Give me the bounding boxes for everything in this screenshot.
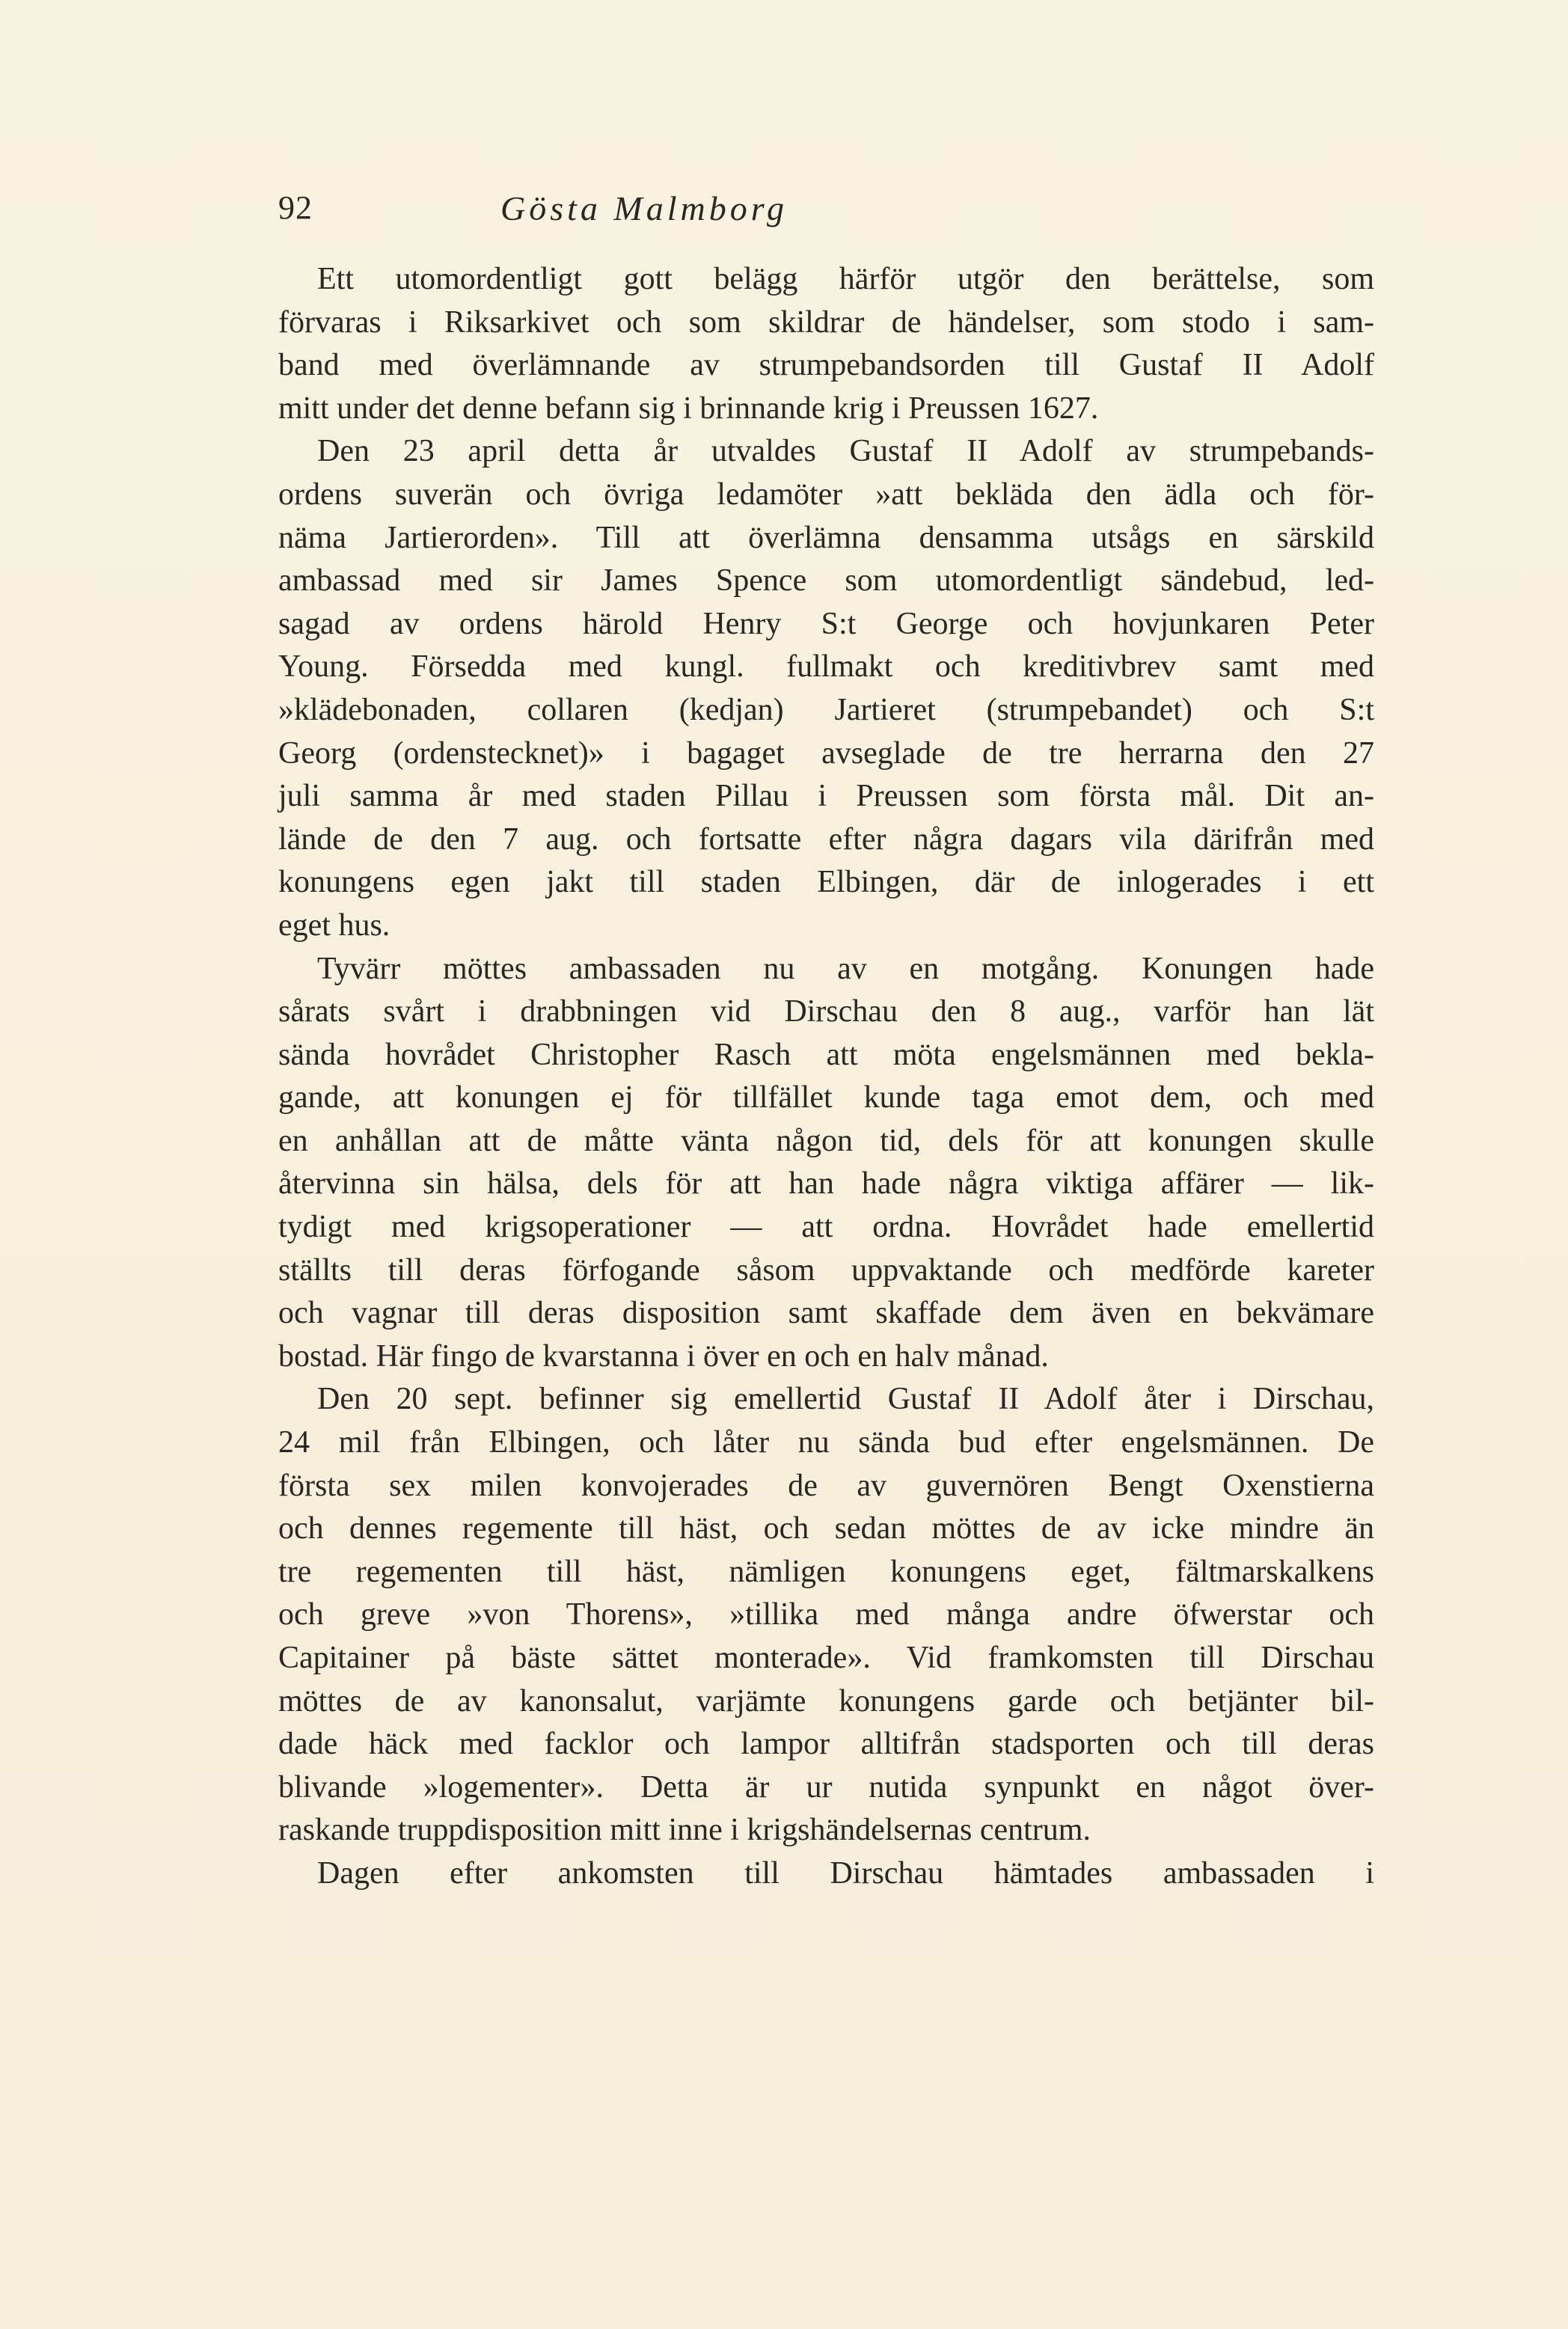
- text-line: Georg (ordenstecknet)» i bagaget avseglade de tre herrarna den 27: [278, 735, 1374, 771]
- paragraph: [278, 1378, 1374, 1852]
- text-line: raskande truppdisposition mitt inne i krigshändelsernas centrum.: [278, 1813, 1091, 1848]
- text-line: ställts till deras förfogande såsom uppvaktande och medförde kareter: [278, 1252, 1374, 1288]
- paragraph: [278, 1852, 1374, 1896]
- text-line: ambassad med sir James Spence som utomordentligt sändebud, led-: [278, 563, 1374, 599]
- text-line: sårats svårt i drabbningen vid Dirschau den 8 aug., varför han lät: [278, 994, 1374, 1029]
- text-line: näma Jartierorden». Till att överlämna densamma utsågs en särskild: [278, 520, 1374, 555]
- text-line: Den 23 april detta år utvaldes Gustaf II Adolf av strumpebands-: [317, 434, 1374, 469]
- text-line: tydigt med krigsoperationer — att ordna. Hovrådet hade emellertid: [278, 1210, 1374, 1245]
- text-line: dade häck med facklor och lampor alltifrån stadsporten och till deras: [278, 1727, 1374, 1762]
- text-line: band med överlämnande av strumpebandsorden till Gustaf II Adolf: [278, 348, 1374, 383]
- text-line: juli samma år med staden Pillau i Preussen som första mål. Dit an-: [278, 779, 1374, 814]
- text-line: Ett utomordentligt gott belägg härför utgör den berättelse, som: [317, 262, 1374, 296]
- text-line: förvaras i Riksarkivet och som skildrar de händelser, som stodo i sam-: [278, 304, 1374, 340]
- text-line: återvinna sin hälsa, dels för att han hade några viktiga affärer — lik-: [278, 1166, 1374, 1202]
- paragraph: [278, 948, 1374, 1379]
- text-line: lände de den 7 aug. och fortsatte efter några dagars vila därifrån med: [278, 821, 1374, 857]
- text-line: Den 20 sept. befinner sig emellertid Gustaf II Adolf åter i Dirschau,: [317, 1382, 1374, 1417]
- text-line: gande, att konungen ej för tillfället kunde taga emot dem, och med: [278, 1080, 1374, 1115]
- text-line: Young. Försedda med kungl. fullmakt och kreditivbrev samt med: [278, 649, 1374, 685]
- running-head: Gösta Malmborg: [500, 189, 788, 227]
- body-text: [278, 258, 1374, 1896]
- text-line: första sex milen konvojerades de av guvernören Bengt Oxenstierna: [278, 1468, 1374, 1503]
- text-line: konungens egen jakt till staden Elbingen, där de inlogerades i ett: [278, 865, 1374, 900]
- text-line: Dagen efter ankomsten till Dirschau hämtades ambassaden i: [317, 1855, 1374, 1891]
- page-number: 92: [278, 189, 313, 226]
- text-line: och vagnar till deras disposition samt skaffade dem även en bekvämare: [278, 1296, 1374, 1331]
- paragraph: [278, 430, 1374, 947]
- text-line: »klädebonaden, collaren (kedjan) Jartieret (strumpebandet) och S:t: [278, 692, 1374, 727]
- text-line: eget hus.: [278, 908, 391, 943]
- text-line: och greve »von Thorens», »tillika med många andre öfwerstar och: [278, 1597, 1374, 1632]
- text-line: tre regementen till häst, nämligen konungens eget, fältmarskalkens: [278, 1554, 1374, 1589]
- text-line: blivande »logementer». Detta är ur nutida synpunkt en något över-: [278, 1769, 1374, 1805]
- paragraph: [278, 258, 1374, 430]
- text-line: och dennes regemente till häst, och sedan möttes de av icke mindre än: [278, 1511, 1374, 1546]
- text-line: 24 mil från Elbingen, och låter nu sända bud efter engelsmännen. De: [278, 1425, 1374, 1460]
- text-line: ordens suverän och övriga ledamöter »att bekläda den ädla och för-: [278, 477, 1374, 512]
- text-line: Capitainer på bäste sättet monterade». Vid framkomsten till Dirschau: [278, 1641, 1374, 1675]
- page-header: [278, 189, 1010, 233]
- text-line: sagad av ordens härold Henry S:t George och hovjunkaren Peter: [278, 606, 1374, 641]
- text-line: möttes de av kanonsalut, varjämte konungens garde och betjänter bil-: [278, 1683, 1374, 1719]
- text-line: sända hovrådet Christopher Rasch att möta engelsmännen med bekla-: [278, 1037, 1374, 1072]
- text-line: en anhållan att de måtte vänta någon tid, dels för att konungen skulle: [278, 1123, 1374, 1158]
- text-line: bostad. Här fingo de kvarstanna i över en och en halv månad.: [278, 1338, 1049, 1374]
- text-line: Tyvärr möttes ambassaden nu av en motgång. Konungen hade: [317, 951, 1374, 986]
- text-line: mitt under det denne befann sig i brinnande krig i Preussen 1627.: [278, 391, 1099, 426]
